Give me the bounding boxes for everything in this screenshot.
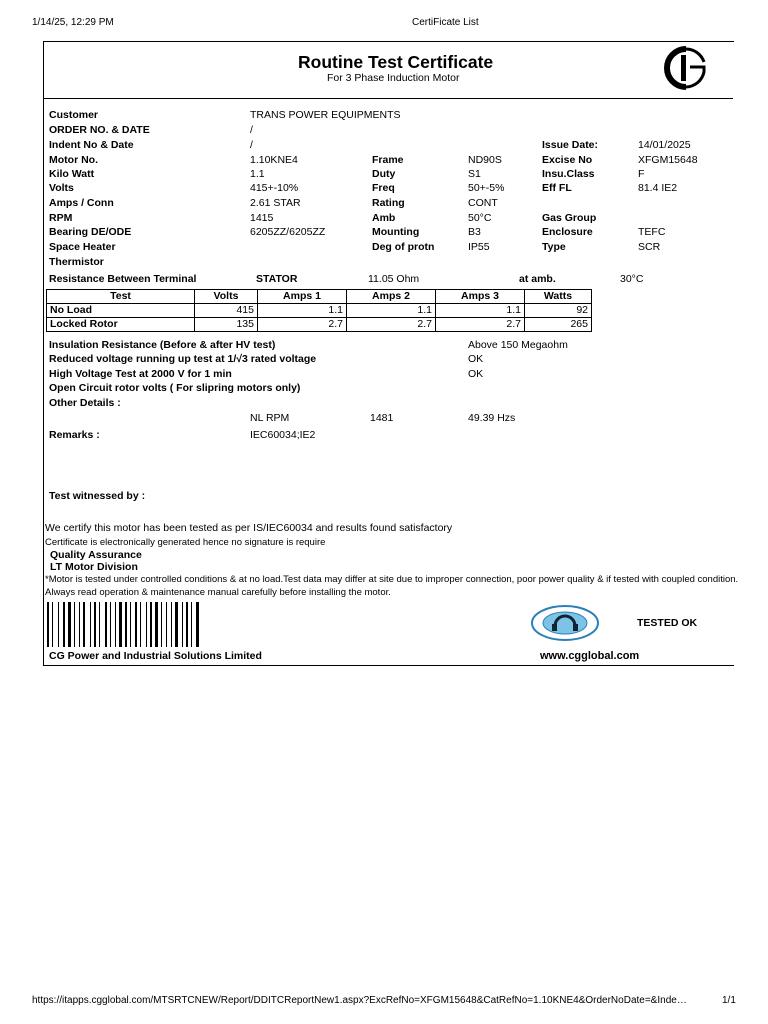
at-amb-label: at amb.	[519, 273, 556, 285]
excise-label: Excise No	[542, 154, 593, 166]
barcode-bar	[105, 602, 107, 647]
barcode-bar	[171, 602, 172, 647]
barcode-bar	[166, 602, 167, 647]
column-header: Volts	[195, 290, 258, 304]
barcode-bar	[115, 602, 116, 647]
certify-statement: We certify this motor has been tested as per IS/IEC60034 and results found satisfactory	[45, 522, 453, 534]
open-circuit-label: Open Circuit rotor volts ( For slipring motors only)	[49, 382, 301, 394]
barcode-bar	[150, 602, 152, 647]
cg-logo	[660, 45, 710, 91]
table-header-row	[47, 290, 592, 304]
insu-value: F	[638, 168, 645, 180]
indent-value: /	[250, 139, 253, 151]
table-cell: 1.1	[436, 304, 525, 318]
quality-assurance: Quality Assurance	[50, 549, 142, 561]
hv-test-value: OK	[468, 368, 484, 380]
tested-ok-label: TESTED OK	[637, 617, 698, 629]
remarks-value: IEC60034;IE2	[250, 429, 316, 441]
table-cell: 265	[525, 318, 592, 332]
amb-label: Amb	[372, 212, 396, 224]
protn-value: IP55	[468, 241, 490, 253]
rating-value: CONT	[468, 197, 498, 209]
barcode-bar	[74, 602, 75, 647]
rpm-value: 1415	[250, 212, 274, 224]
seal-stamp	[530, 604, 600, 642]
barcode-bar	[90, 602, 91, 647]
barcode-bar	[135, 602, 137, 647]
table-cell: 2.7	[347, 318, 436, 332]
barcode-bar	[94, 602, 96, 647]
barcode-bar	[175, 602, 178, 647]
barcode-bar	[186, 602, 188, 647]
print-page-count: 1/1	[722, 995, 736, 1006]
bearing-label: Bearing DE/ODE	[49, 226, 132, 238]
website: www.cgglobal.com	[540, 650, 640, 662]
hv-test-label: High Voltage Test at 2000 V for 1 min	[49, 368, 232, 380]
at-amb-value: 30°C	[620, 273, 644, 285]
table-row	[47, 318, 592, 332]
other-details-label: Other Details :	[49, 397, 121, 409]
resistance-label: Resistance Between Terminal	[49, 273, 197, 285]
column-header: Watts	[525, 290, 592, 304]
nl-rpm-value: 1481	[370, 412, 394, 424]
barcode-bar	[161, 602, 162, 647]
barcode	[47, 602, 249, 647]
table-row	[47, 304, 592, 318]
indent-label: Indent No & Date	[49, 139, 134, 151]
gas-group-label: Gas Group	[542, 212, 597, 224]
mounting-value: B3	[468, 226, 481, 238]
enclosure-label: Enclosure	[542, 226, 593, 238]
manual-note: Always read operation & maintenance manual carefully before installing the motor.	[45, 587, 391, 598]
issue-date-value: 14/01/2025	[638, 139, 691, 151]
print-page-title: CertiFicate List	[412, 17, 479, 28]
division-name: LT Motor Division	[50, 561, 138, 573]
amps-value: 2.61 STAR	[250, 197, 301, 209]
frame-value: ND90S	[468, 154, 502, 166]
barcode-bar	[155, 602, 158, 647]
volts-value: 415+-10%	[250, 182, 299, 194]
reduced-voltage-value: OK	[468, 353, 484, 365]
barcode-bar	[125, 602, 127, 647]
witness-label: Test witnessed by :	[49, 490, 146, 502]
barcode-bar	[191, 602, 192, 647]
amb-value: 50°C	[468, 212, 492, 224]
barcode-bar	[119, 602, 122, 647]
eff-value: 81.4 IE2	[638, 182, 678, 194]
certificate-title: Routine Test Certificate	[298, 52, 494, 72]
insulation-label: Insulation Resistance (Before & after HV test)	[49, 339, 276, 351]
amps-label: Amps / Conn	[49, 197, 114, 209]
table-cell: 415	[195, 304, 258, 318]
barcode-bar	[68, 602, 71, 647]
order-label: ORDER NO. & DATE	[49, 124, 150, 136]
table-cell: 135	[195, 318, 258, 332]
barcode-bar	[79, 602, 80, 647]
barcode-bar	[110, 602, 111, 647]
customer-label: Customer	[49, 109, 99, 121]
print-timestamp: 1/14/25, 12:29 PM	[32, 17, 114, 28]
certificate-subtitle: For 3 Phase Induction Motor	[327, 72, 460, 84]
customer-value: TRANS POWER EQUIPMENTS	[250, 109, 401, 121]
frame-label: Frame	[372, 154, 404, 166]
kw-label: Kilo Watt	[49, 168, 95, 180]
excise-value: XFGM15648	[638, 154, 698, 166]
freq-label: Freq	[372, 182, 395, 194]
table-cell: No Load	[47, 304, 195, 318]
column-header: Test	[47, 290, 195, 304]
mounting-label: Mounting	[372, 226, 420, 238]
column-header: Amps 1	[258, 290, 347, 304]
kw-value: 1.1	[250, 168, 265, 180]
table-cell: 92	[525, 304, 592, 318]
insulation-value: Above 150 Megaohm	[468, 339, 568, 351]
order-value: /	[250, 124, 253, 136]
remarks-label: Remarks :	[49, 429, 100, 441]
enclosure-value: TEFC	[638, 226, 666, 238]
volts-label: Volts	[49, 182, 74, 194]
barcode-bar	[140, 602, 141, 647]
electronic-note: Certificate is electronically generated hence no signature is require	[45, 537, 326, 548]
heater-label: Space Heater	[49, 241, 116, 253]
barcode-bar	[47, 602, 49, 647]
barcode-bar	[196, 602, 199, 647]
print-url: https://itapps.cgglobal.com/MTSRTCNEW/Report/DDITCReportNew1.aspx?ExcRefNo=XFGM15648&CatRefNo=1.10KNE4&OrderNoDate=&Inde…	[32, 995, 687, 1006]
protn-label: Deg of protn	[372, 241, 435, 253]
column-header: Amps 3	[436, 290, 525, 304]
table-cell: 2.7	[258, 318, 347, 332]
motor-no-label: Motor No.	[49, 154, 98, 166]
bearing-value: 6205ZZ/6205ZZ	[250, 226, 326, 238]
barcode-bar	[182, 602, 183, 647]
reduced-voltage-label: Reduced voltage running up test at 1/√3 rated voltage	[49, 353, 317, 365]
table-cell: 1.1	[347, 304, 436, 318]
disclaimer-note: *Motor is tested under controlled conditions & at no load.Test data may differ at site due to improper connection, poor power quality & if tested with coupled condition.	[45, 574, 739, 585]
issue-date-label: Issue Date:	[542, 139, 599, 151]
insu-label: Insu.Class	[542, 168, 595, 180]
barcode-bar	[130, 602, 131, 647]
type-label: Type	[542, 241, 566, 253]
column-header: Amps 2	[347, 290, 436, 304]
thermistor-label: Thermistor	[49, 256, 104, 268]
barcode-bar	[52, 602, 53, 647]
motor-no-value: 1.10KNE4	[250, 154, 298, 166]
type-value: SCR	[638, 241, 661, 253]
duty-value: S1	[468, 168, 481, 180]
rating-label: Rating	[372, 197, 405, 209]
test-table	[46, 289, 592, 332]
barcode-bar	[58, 602, 59, 647]
nl-rpm-label: NL RPM	[250, 412, 290, 424]
table-cell: Locked Rotor	[47, 318, 195, 332]
rpm-label: RPM	[49, 212, 73, 224]
eff-label: Eff FL	[542, 182, 572, 194]
stator-label: STATOR	[256, 273, 298, 285]
table-cell: 2.7	[436, 318, 525, 332]
duty-label: Duty	[372, 168, 396, 180]
frequency-value: 49.39 Hzs	[468, 412, 516, 424]
title-divider	[43, 98, 733, 99]
barcode-bar	[99, 602, 100, 647]
freq-value: 50+-5%	[468, 182, 505, 194]
table-cell: 1.1	[258, 304, 347, 318]
barcode-bar	[146, 602, 147, 647]
barcode-bar	[63, 602, 65, 647]
barcode-bar	[83, 602, 85, 647]
stator-value: 11.05 Ohm	[368, 273, 420, 285]
company-name: CG Power and Industrial Solutions Limited	[49, 650, 262, 662]
